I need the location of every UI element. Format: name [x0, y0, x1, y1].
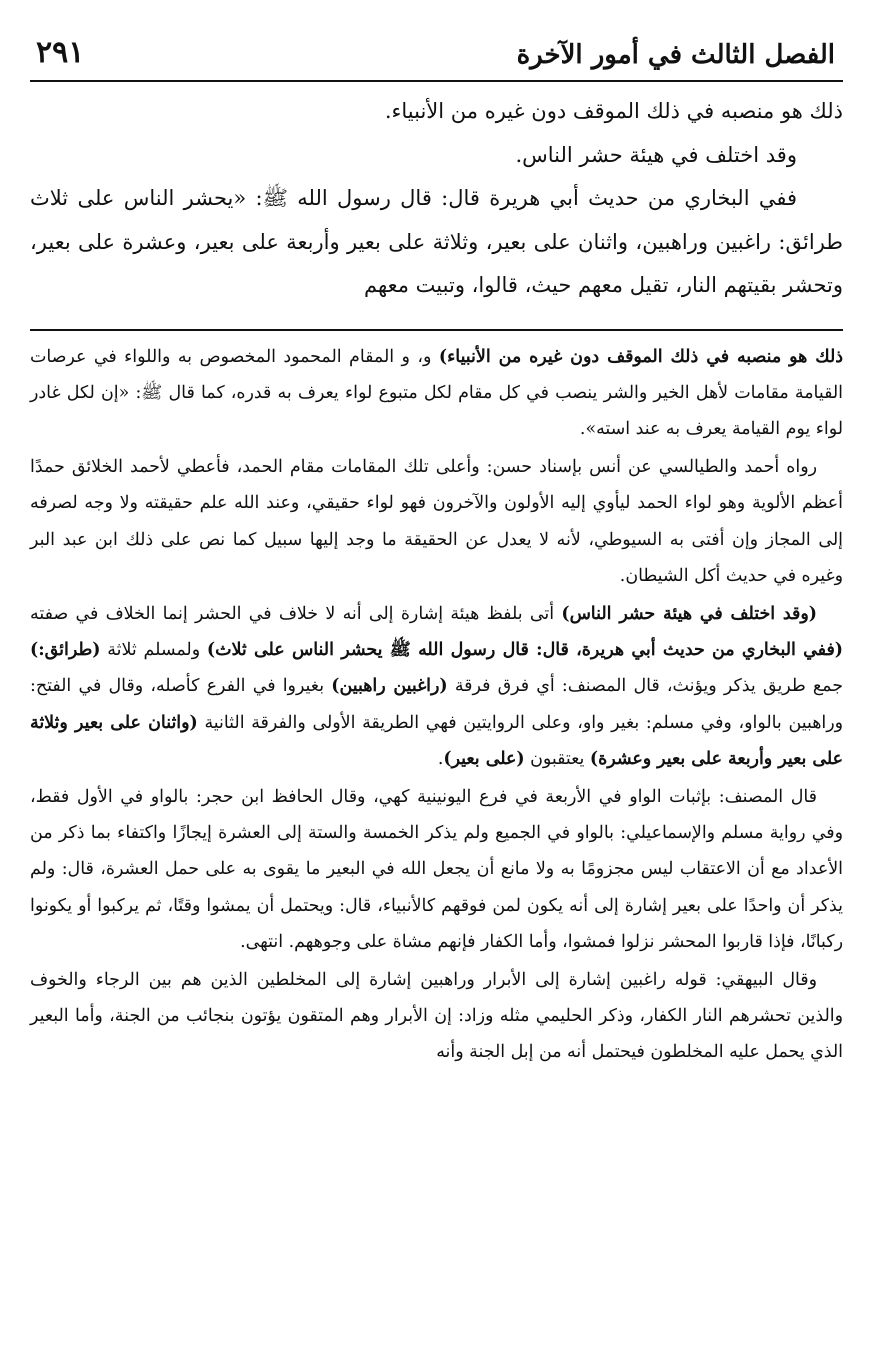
- quoted-text: ذلك هو منصبه في ذلك الموقف دون غيره من الأنبياء): [438, 346, 844, 367]
- main-paragraph: وقد اختلف في هيئة حشر الناس.: [515, 142, 797, 167]
- commentary-paragraph: رواه أحمد والطيالسي عن أنس بإسناد حسن: وأعلى تلك المقامات مقام الحمد، فأعطي لأحمد الخلائق حمدًا أعظم الألوية وهو لواء الحمد ليأوي إليه الأولون والآخرون فهو لواء حقيقي، وعند الله علم حقيقته ولا وجه لصرفه إلى المجاز وإن أفتى به السيوطي، لأنه لا يعدل عن الحقيقة ما وجد إليها سبيل كما نص على ذلك ابن عبد البر وغيره في حديث أكل الشيطان.: [30, 457, 843, 586]
- quoted-text: (واثنان على بعير وثلاثة على بعير وأربعة على بعير وعشرة): [30, 712, 843, 769]
- commentary-text: بغيروا في الفرع كأصله، وقال في الفتح: وراهبين بالواو، وفي مسلم: بغير واو، وعلى الروايتين فهي الطريقة الأولى والفرقة الثانية: [30, 676, 843, 733]
- chapter-title: الفصل الثالث في أمور الآخرة: [516, 40, 835, 70]
- commentary-text: و، و المقام المحمود المخصوص به واللواء في عرصات القيامة مقامات لأهل الخير والشر ينصب في كل مقام لكل متبوع لواء يعرف به قدره، كما قال ﷺ: «إن لكل غادر لواء يوم القيامة يعرف به عند استه».: [30, 346, 843, 439]
- quoted-text: (وقد اختلف في هيئة حشر الناس): [561, 603, 817, 624]
- commentary: [30, 339, 843, 1071]
- commentary-paragraph: [30, 596, 843, 777]
- commentary-paragraph: وقال البيهقي: قوله راغبين إشارة إلى الأبرار وراهبين إشارة إلى المخلطين الذين هم بين الرجاء والخوف والذين تحشرهم النار الكفار، وذكر الحليمي مثله وزاد: إن الأبرار وهم المتقون يؤتون بنجائب من الجنة، وأما البعير الذي يحمل عليه المخلطون فيحتمل أنه من إبل الجنة وأنه: [30, 969, 843, 1063]
- commentary-text: جمع طريق يذكر ويؤنث، قال المصنف: أي فرق فرقة: [447, 676, 843, 697]
- page-number: ٢٩١: [36, 35, 85, 70]
- commentary-text: يعتقبون: [524, 748, 590, 769]
- main-paragraph: ذلك هو منصبه في ذلك الموقف دون غيره من الأنبياء.: [384, 99, 843, 123]
- main-paragraph: ففي البخاري من حديث أبي هريرة قال: قال رسول الله ﷺ: «يحشر الناس على ثلاث طرائق: راغبين وراهبين، واثنان على بعير، وثلاثة على بعير وأربعة على بعير، وعشرة على بعير، وتحشر بقيتهم النار، تقيل معهم حيث، قالوا، وتبيت معهم: [30, 186, 843, 297]
- commentary-text: أتى بلفظ هيئة إشارة إلى أنه لا خلاف في الحشر إنما الخلاف في صفته: [30, 603, 562, 624]
- quoted-text: (على بعير): [443, 748, 525, 769]
- footnote-divider: [30, 329, 843, 331]
- page-header: [30, 30, 843, 82]
- commentary-text: .: [437, 748, 444, 769]
- commentary-text: ولمسلم ثلاثة: [100, 640, 207, 661]
- quoted-text: (راغبين راهبين): [331, 676, 448, 697]
- page-body: [30, 90, 843, 1073]
- commentary-paragraph: قال المصنف: بإثبات الواو في الأربعة في فرع اليونينية كهي، وقال الحافظ ابن حجر: بالواو في الأول فقط، وفي رواية مسلم والإسماعيلي: بالواو في الجميع ولم يذكر الخمسة والستة إلى العشرة إيجازًا واكتفاء بما ذكر من الأعداد مع أن الاعتقاب ليس مجزومًا به ولا مانع أن يجعل الله في البعير ما يقوى به على حمل العشرة، قال: ولم يذكر أن واحدًا على بعير إشارة إلى أنه يكون لمن فوقهم كالأنبياء، قال: ويحتمل أن يمشوا وقتًا، ثم يركبوا أو يكونوا ركبانًا، فإذا قاربوا المحشر نزلوا فمشوا، وأما الكفار فإنهم مشاة على وجوههم. انتهى.: [30, 786, 843, 952]
- commentary-paragraph: [30, 339, 843, 448]
- quoted-text: (ففي البخاري من حديث أبي هريرة، قال: قال رسول الله ﷺ يحشر الناس على ثلاث): [206, 640, 844, 661]
- quoted-text: (طرائق:): [30, 640, 101, 661]
- main-text: [30, 90, 843, 308]
